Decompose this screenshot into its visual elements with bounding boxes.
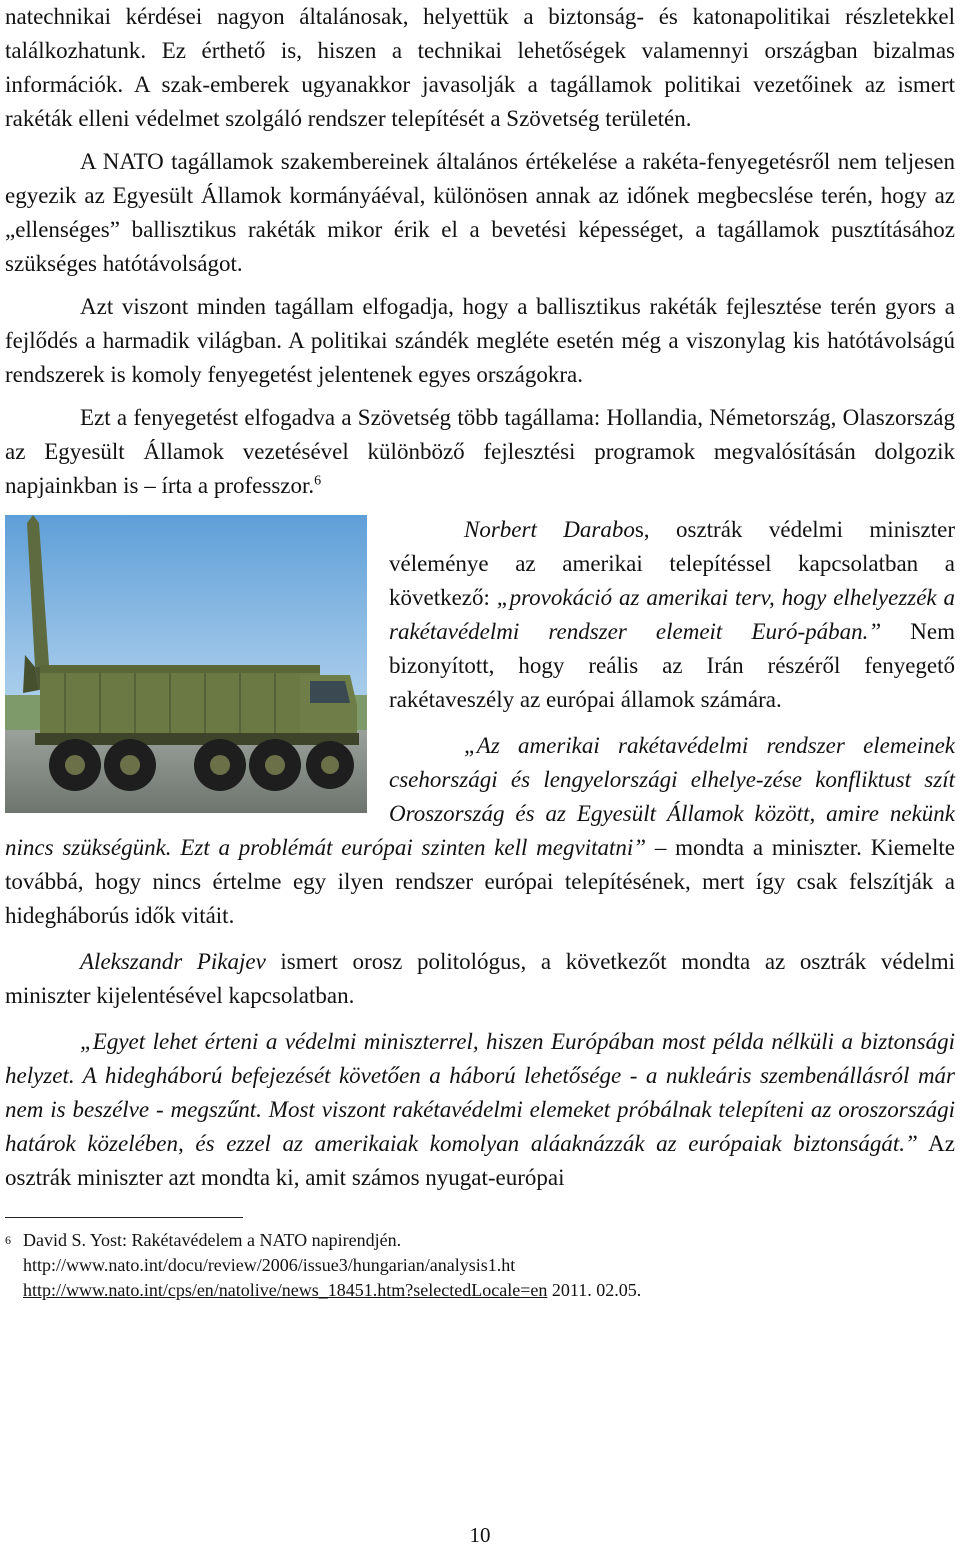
footnote-number: 6 xyxy=(5,1233,11,1247)
footnote-url-1: http://www.nato.int/docu/review/2006/issue3/hungarian/analysis1.ht xyxy=(23,1255,516,1275)
paragraph-third-world: Azt viszont minden tagállam elfogadja, hogy a ballisztikus rakéták fejlesztése terén gyors a fejlődés a harmadik világban. A politikai szándék megléte esetén még a viszonylag kis hatótávolságú rendszerek is komoly fenyegetést jelentenek egyes országokra. xyxy=(5,294,955,387)
footnote-line xyxy=(5,1228,955,1253)
paragraph-text: Nem bizonyított, hogy reális az Irán részéről fenyegető rakétaveszély az európai államok számára. xyxy=(389,619,955,712)
paragraph-member-states xyxy=(5,401,955,503)
footnote-url-line xyxy=(5,1278,955,1303)
quote-text: „Az amerikai rakétavédelmi rendszer elemeinek csehországi és lengyelországi elhelye-zése konfliktust szít Oroszország és az Egyesült Államok között, amire nekünk nincs szükségünk. Ezt a problémát európai szinten kell megvitatni” xyxy=(5,733,955,860)
footnote-date: 2011. 02.05. xyxy=(547,1280,642,1300)
footnote-text: David S. Yost: Rakétavédelem a NATO napirendjén. xyxy=(23,1230,402,1250)
quote-text: „Egyet lehet érteni a védelmi miniszterrel, hiszen Európában most példa nélküli a biztonsági helyzet. A hidegháború befejezését követően a háború lehetősége - a nukleáris szembenállásról már nem is beszélve - megszűnt. Most viszont rakétavédelmi elemeket próbálnak telepíteni az oroszországi határok közelében, és ezzel az amerikaiak komolyan aláaknázzák az európaiak biztonságát.” xyxy=(5,1029,955,1156)
person-name: Alekszandr Pikajev xyxy=(80,949,266,974)
footnote-url-line xyxy=(5,1253,955,1278)
document-page xyxy=(5,0,955,1303)
paragraph-quote-security xyxy=(5,1025,955,1195)
paragraph-text: s, osztrák védelmi miniszter véleménye az amerikai telepítéssel kapcsolatban a következő: xyxy=(389,517,955,610)
figure-section xyxy=(5,513,955,933)
missile-launcher-image xyxy=(5,515,367,813)
footnote xyxy=(5,1228,955,1303)
paragraph-pikajev xyxy=(5,945,955,1013)
paragraph-continuation: natechnikai kérdései nagyon általánosak, helyettük a biztonság- és katonapolitikai részletekkel találkozhatunk. Ez érthető is, hiszen a technikai lehetőségek valamennyi országban bizalmas információk. A szak-emberek ugyanakkor javasolják a tagállamok politikai vezetőinek az ismert rakéták elleni védelmet szolgáló rendszer telepítését a Szövetség területén. xyxy=(5,4,955,131)
paragraph-text: Ezt a fenyegetést elfogadva a Szövetség több tagállama: Hollandia, Németország, Olaszország az Egyesült Államok vezetésével különböző fejlesztési programok megvalósításán dolgozik napjainkban is – írta a professzor. xyxy=(5,405,955,498)
footnote-reference[interactable]: 6 xyxy=(314,473,322,489)
quote-text: „provokáció az amerikai terv, hogy elhelyezzék a rakétavédelmi rendszer elemeit Euró-pában.” xyxy=(389,585,956,644)
paragraph-nato-assessment: A NATO tagállamok szakembereinek általános értékelése a rakéta-fenyegetésről nem teljesen egyezik az Egyesült Államok kormányáéval, különösen annak az időnek megbecslése terén, hogy az „ellenséges” ballisztikus rakéták mikor érik el a bevetési képességet, a tagállamok pusztításához szükséges hatótávolságot. xyxy=(5,149,955,276)
footnote-link[interactable]: http://www.nato.int/cps/en/natolive/news_18451.htm?selectedLocale=en xyxy=(23,1280,548,1300)
paragraph-text: ismert orosz politológus, a következőt mondta az osztrák védelmi miniszter kijelentésével kapcsolatban. xyxy=(5,949,956,1008)
paragraph-text: Az osztrák miniszter azt mondta ki, amit számos nyugat-európai xyxy=(5,1131,955,1190)
footnote-divider xyxy=(5,1217,243,1218)
page-number: 10 xyxy=(469,1523,491,1547)
missile-launcher-vehicle-photo-icon xyxy=(5,515,367,813)
paragraph-text: – mondta a miniszter. Kiemelte továbbá, hogy nincs értelme egy ilyen rendszer európai telepítésének, mert így csak felszítják a hidegháborús idők vitáit. xyxy=(5,835,955,928)
person-name: Norbert Darabo xyxy=(464,517,635,542)
